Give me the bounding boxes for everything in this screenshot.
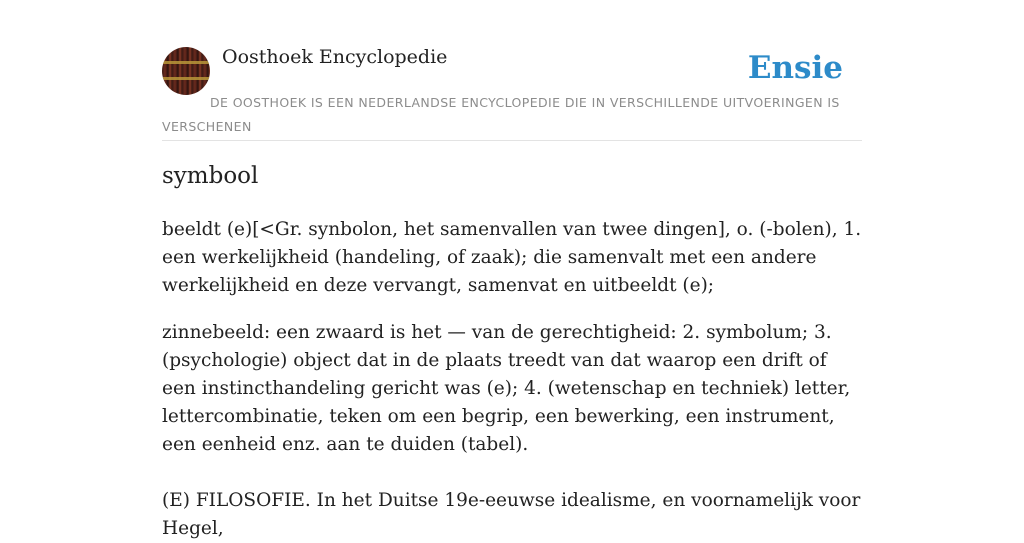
article-paragraph: beeldt (e)[<Gr. synbolon, het samenvallen van twee dingen], o. (-bolen), 1. een werkelijkheid (handeling, of zaak); die samenvalt met een andere werkelijkheid en deze vervangt, samenvat en uitbeeldt (e); bbox=[162, 219, 862, 296]
site-tagline: DE OOSTHOEK IS EEN NEDERLANDSE ENCYCLOPEDIE DIE IN VERSCHILLENDE UITVOERINGEN IS VERSCHENEN bbox=[162, 95, 840, 134]
avatar-band bbox=[162, 77, 210, 80]
avatar-band bbox=[162, 61, 210, 64]
article-paragraph: zinnebeeld: een zwaard is het — van de gerechtigheid: 2. symbolum; 3. (psychologie) object dat in de plaats treedt van dat waarop een drift of een instincthandeling gericht was (e); 4. (wetenschap en techniek) letter, lettercombinatie, teken om een begrip, een bewerking, een instrument, een eenheid enz. aan te duiden (tabel). bbox=[162, 322, 851, 455]
article-paragraph: (E) FILOSOFIE. In het Duitse 19e-eeuwse idealisme, en voornamelijk voor Hegel, bbox=[162, 490, 861, 539]
page-container bbox=[162, 0, 862, 539]
article-title: symbool bbox=[162, 163, 259, 189]
brand-logo[interactable]: Ensie bbox=[747, 50, 843, 86]
site-header bbox=[162, 0, 862, 141]
site-avatar[interactable] bbox=[162, 47, 210, 95]
site-name-link[interactable]: Oosthoek Encyclopedie bbox=[222, 46, 448, 68]
